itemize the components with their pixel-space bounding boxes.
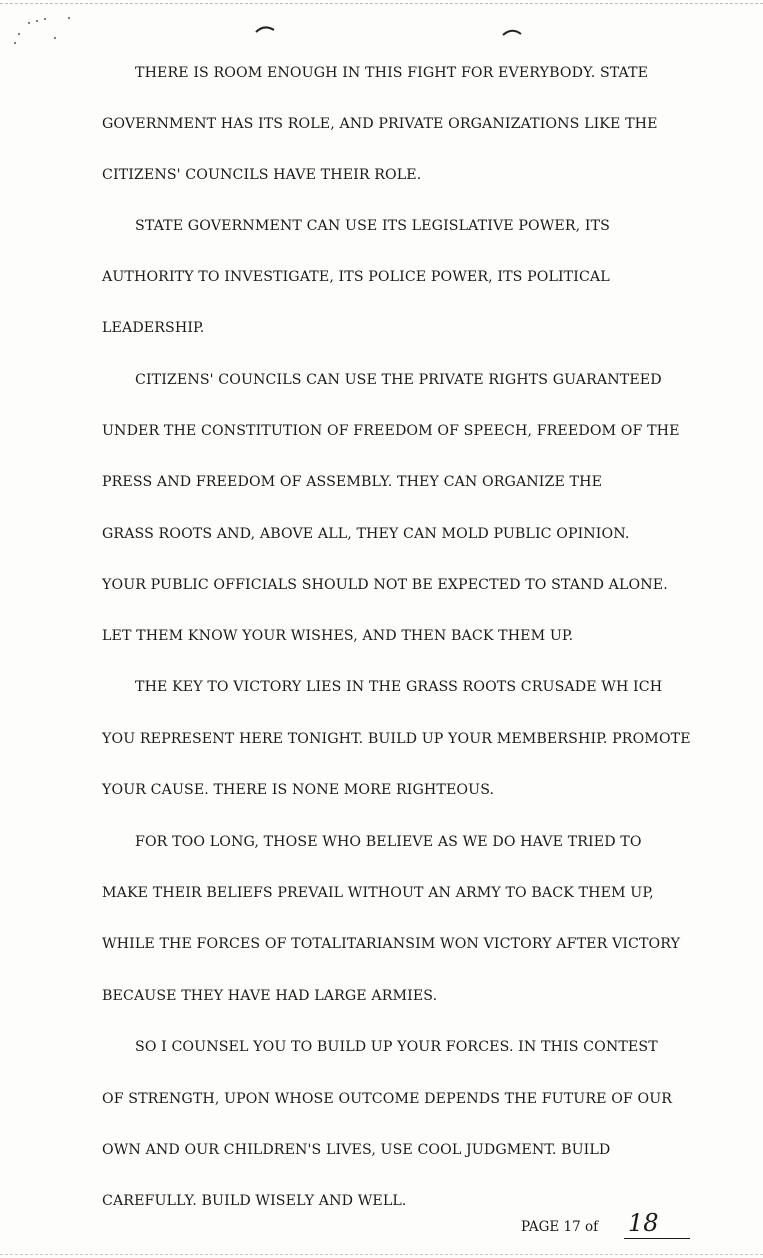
text-line: AUTHORITY TO INVESTIGATE, ITS POLICE POWER, ITS POLITICAL — [102, 269, 610, 285]
text-line: GOVERNMENT HAS ITS ROLE, AND PRIVATE ORGANIZATIONS LIKE THE — [102, 116, 658, 132]
text-line: BECAUSE THEY HAVE HAD LARGE ARMIES. — [102, 988, 438, 1004]
speck — [14, 42, 16, 44]
text-line: YOUR PUBLIC OFFICIALS SHOULD NOT BE EXPECTED TO STAND ALONE. — [102, 577, 668, 593]
text-line: YOUR CAUSE. THERE IS NONE MORE RIGHTEOUS. — [102, 782, 495, 798]
speck — [54, 37, 56, 39]
text-line: GRASS ROOTS AND, ABOVE ALL, THEY CAN MOLD PUBLIC OPINION. — [102, 526, 630, 542]
bottom-perforation — [0, 1254, 763, 1255]
speck — [68, 17, 70, 19]
speck — [44, 18, 46, 20]
text-line: THE KEY TO VICTORY LIES IN THE GRASS ROOTS CRUSADE WH ICH — [135, 679, 663, 695]
text-line: CITIZENS' COUNCILS CAN USE THE PRIVATE RIGHTS GUARANTEED — [135, 372, 662, 388]
binder-hole-mark-left — [255, 24, 275, 34]
text-line: THERE IS ROOM ENOUGH IN THIS FIGHT FOR EVERYBODY. STATE — [135, 65, 649, 81]
page-total-value: 18 — [628, 1209, 659, 1237]
page-total-handwritten — [624, 1208, 690, 1239]
text-line: OWN AND OUR CHILDREN'S LIVES, USE COOL JUDGMENT. BUILD — [102, 1142, 611, 1158]
text-line: YOU REPRESENT HERE TONIGHT. BUILD UP YOUR MEMBERSHIP. PROMOTE — [102, 731, 691, 747]
speck — [28, 22, 30, 24]
speck — [36, 20, 38, 22]
text-line: WHILE THE FORCES OF TOTALITARIANSIM WON VICTORY AFTER VICTORY — [102, 936, 681, 952]
text-line: CAREFULLY. BUILD WISELY AND WELL. — [102, 1193, 407, 1209]
page-number-label: PAGE 17 of — [521, 1219, 599, 1235]
top-perforation — [0, 3, 763, 4]
text-line: UNDER THE CONSTITUTION OF FREEDOM OF SPEECH, FREEDOM OF THE — [102, 423, 680, 439]
text-line: FOR TOO LONG, THOSE WHO BELIEVE AS WE DO HAVE TRIED TO — [135, 834, 642, 850]
text-line: STATE GOVERNMENT CAN USE ITS LEGISLATIVE POWER, ITS — [135, 218, 610, 234]
text-line: PRESS AND FREEDOM OF ASSEMBLY. THEY CAN ORGANIZE THE — [102, 474, 603, 490]
binder-hole-mark-right — [502, 27, 522, 37]
speck — [18, 33, 20, 35]
text-line: SO I COUNSEL YOU TO BUILD UP YOUR FORCES. IN THIS CONTEST — [135, 1039, 658, 1055]
text-line: OF STRENGTH, UPON WHOSE OUTCOME DEPENDS THE FUTURE OF OUR — [102, 1091, 673, 1107]
text-line: CITIZENS' COUNCILS HAVE THEIR ROLE. — [102, 167, 422, 183]
text-line: LET THEM KNOW YOUR WISHES, AND THEN BACK THEM UP. — [102, 628, 574, 644]
text-line: LEADERSHIP. — [102, 320, 205, 336]
text-line: MAKE THEIR BELIEFS PREVAIL WITHOUT AN ARMY TO BACK THEM UP, — [102, 885, 654, 901]
